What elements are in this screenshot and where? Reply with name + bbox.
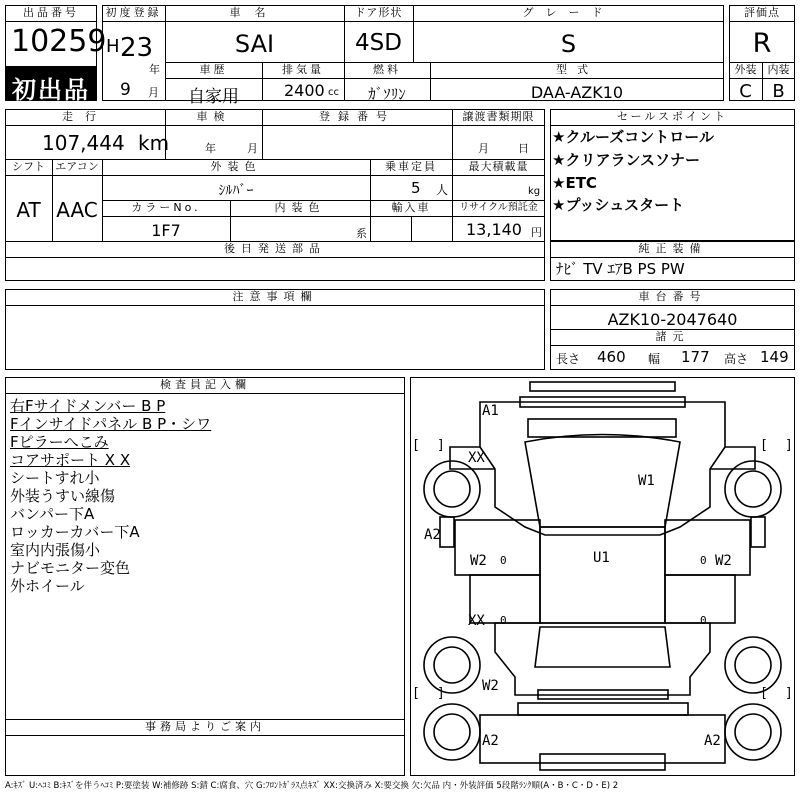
sales-point: ★プッシュスタート: [552, 196, 685, 214]
first-reg-era: H: [106, 36, 120, 57]
load-label: 最大積載量: [468, 160, 529, 173]
svg-text:[: [: [760, 438, 768, 453]
office-label: 事務局よりご案内: [145, 720, 265, 733]
inspection-label: 車検: [196, 110, 231, 123]
diagram-mark: XX: [468, 613, 485, 629]
transfer-day: 日: [518, 142, 529, 155]
diagram-mark: U1: [593, 550, 610, 566]
history-label: 車歴: [199, 63, 228, 76]
shift: AT: [16, 198, 41, 222]
mileage: 107,444: [42, 131, 125, 155]
fuel: ｶﾞｿﾘﾝ: [368, 85, 406, 103]
chassis-label: 車台番号: [638, 290, 707, 303]
exterior-label: 外装: [734, 63, 757, 76]
grade-label: グレード: [522, 6, 615, 19]
sales-points-label: セールスポイント: [616, 110, 728, 123]
svg-text:]: ]: [437, 686, 445, 701]
length-label: 長さ: [556, 352, 581, 366]
ac: AAC: [56, 198, 98, 222]
inspector-note: シートすれ小: [10, 469, 100, 487]
capacity: 5: [411, 179, 421, 197]
recycle-deposit: 13,140: [466, 220, 522, 239]
svg-text:[: [: [412, 438, 420, 453]
diagram-mark: W2: [470, 553, 487, 569]
chassis-number: AZK10-2047640: [607, 310, 738, 329]
inspection-year: 年: [205, 142, 216, 155]
inspector-note: コアサポート X X: [10, 451, 131, 469]
inspector-note: Fピラーへこみ: [10, 433, 109, 451]
svg-text:[: [: [412, 686, 420, 701]
inspector-note: 外ホイール: [10, 577, 85, 595]
diagram-mark: A2: [704, 733, 721, 749]
lot-number-label: 出品番号: [23, 6, 79, 19]
car-name: SAI: [234, 30, 275, 58]
inspector-note: ナビモニター変色: [10, 559, 131, 577]
svg-text:0: 0: [700, 614, 707, 627]
diagram-mark: A2: [482, 733, 499, 749]
sales-point: ★クルーズコントロール: [552, 128, 714, 146]
diagram-mark: W2: [482, 678, 499, 694]
sales-point: ★クリアランスソナー: [552, 151, 700, 169]
sales-point: ★ETC: [552, 174, 597, 192]
displacement-label: 排気量: [282, 63, 324, 76]
svg-text:]: ]: [785, 686, 793, 701]
dims-label: 諸元: [655, 330, 690, 343]
model-code: DAA-AZK10: [530, 83, 624, 102]
svg-text:0: 0: [500, 554, 507, 567]
int-color-label: 内装色: [274, 201, 326, 214]
color-no-label: カラーNo.: [131, 201, 201, 214]
door-label: ドア形状: [354, 6, 403, 19]
first-listing-badge-text: 初出品: [12, 76, 90, 104]
later-parts-label: 後日発送部品: [224, 242, 326, 255]
car-diagram: [410, 377, 795, 776]
inspector-note: 外装うすい線傷: [10, 487, 116, 505]
inspector-note: バンパー下A: [10, 505, 95, 523]
interior-label: 内装: [767, 63, 790, 76]
exterior-grade: C: [739, 81, 752, 102]
equipment: ﾅﾋﾞ TV ｴｱB PS PW: [556, 260, 685, 278]
color-no: 1F7: [151, 221, 181, 240]
ext-color: ｼﾙﾊﾞｰ: [218, 183, 254, 199]
load-unit: kg: [528, 186, 541, 197]
int-color-suffix: 系: [356, 227, 367, 240]
score: R: [752, 28, 772, 59]
transfer-label: 譲渡書類期限: [462, 110, 535, 123]
capacity-label: 乗車定員: [385, 160, 437, 173]
capacity-unit: 人: [436, 183, 449, 197]
inspector-notes: [10, 397, 211, 595]
history: 自家用: [188, 87, 239, 107]
car-name-label: 車名: [229, 6, 280, 19]
plate-label: 登録番号: [319, 110, 395, 123]
transfer-month: 月: [478, 142, 489, 155]
legend: A:ｷｽﾞ U:ﾍｺﾐ B:ｷｽﾞを伴うﾍｺﾐ P:要塗装 W:補修跡 S:錆 C:腐食、穴 G:ﾌﾛﾝﾄｶﾞﾗｽ点ｷｽﾞ XX:交換済み X:要交換 欠:欠品 内・外装評価 5段階ﾗﾝｸ順(A・B・C・D・E) 2: [5, 781, 619, 791]
recycle-unit: 円: [531, 226, 542, 239]
score-label: 評価点: [744, 6, 780, 19]
model-code-label: 型式: [556, 63, 598, 76]
inspector-note: ロッカーカバー下A: [10, 523, 140, 541]
displacement: 2400: [284, 81, 325, 100]
mileage-label: 走行: [62, 110, 108, 123]
equipment-label: 純正装備: [638, 242, 707, 255]
width: 177: [681, 348, 710, 366]
recycle-label: リサイクル預託金: [459, 202, 538, 213]
door: 4SD: [355, 30, 402, 56]
diagram-mark: A1: [482, 403, 499, 419]
inspector-note: Fインサイドパネル B P・シワ: [10, 415, 212, 433]
diagram-mark: W2: [715, 553, 732, 569]
diagram-mark: W1: [638, 473, 655, 489]
mileage-unit: km: [138, 131, 170, 155]
diagram-mark: XX: [468, 450, 485, 466]
length: 460: [597, 348, 626, 366]
notice-label: 注意事項欄: [232, 290, 318, 303]
fuel-label: 燃料: [373, 63, 401, 76]
first-reg-year: 23: [120, 33, 154, 63]
lot-number: 10259: [11, 24, 107, 59]
width-label: 幅: [648, 352, 661, 366]
interior-grade: B: [772, 81, 785, 102]
inspector-note: 室内内張傷小: [10, 541, 101, 559]
inspector-label: 検査員記入欄: [160, 378, 250, 391]
svg-text:0: 0: [500, 614, 507, 627]
diagram-mark: A2: [424, 527, 441, 543]
inspector-note: 右Fサイドメンバー B P: [10, 397, 166, 415]
inspection-month: 月: [247, 142, 258, 155]
svg-text:[: [: [760, 686, 768, 701]
grade: S: [560, 30, 577, 58]
svg-text:0: 0: [700, 554, 707, 567]
first-reg-label: 初度登録: [105, 6, 162, 19]
displacement-unit: cc: [328, 87, 339, 98]
ext-color-label: 外装色: [210, 160, 262, 173]
svg-text:]: ]: [437, 438, 445, 453]
svg-text:]: ]: [785, 438, 793, 453]
shift-label: シフト: [12, 160, 45, 173]
first-reg-month-suffix: 月: [148, 86, 159, 99]
height-label: 高さ: [724, 352, 749, 366]
first-reg-month: 9: [120, 80, 131, 100]
first-reg-year-suffix: 年: [149, 63, 160, 76]
ac-label: エアコン: [55, 160, 99, 173]
height: 149: [760, 348, 789, 366]
import-label: 輸入車: [391, 201, 431, 214]
